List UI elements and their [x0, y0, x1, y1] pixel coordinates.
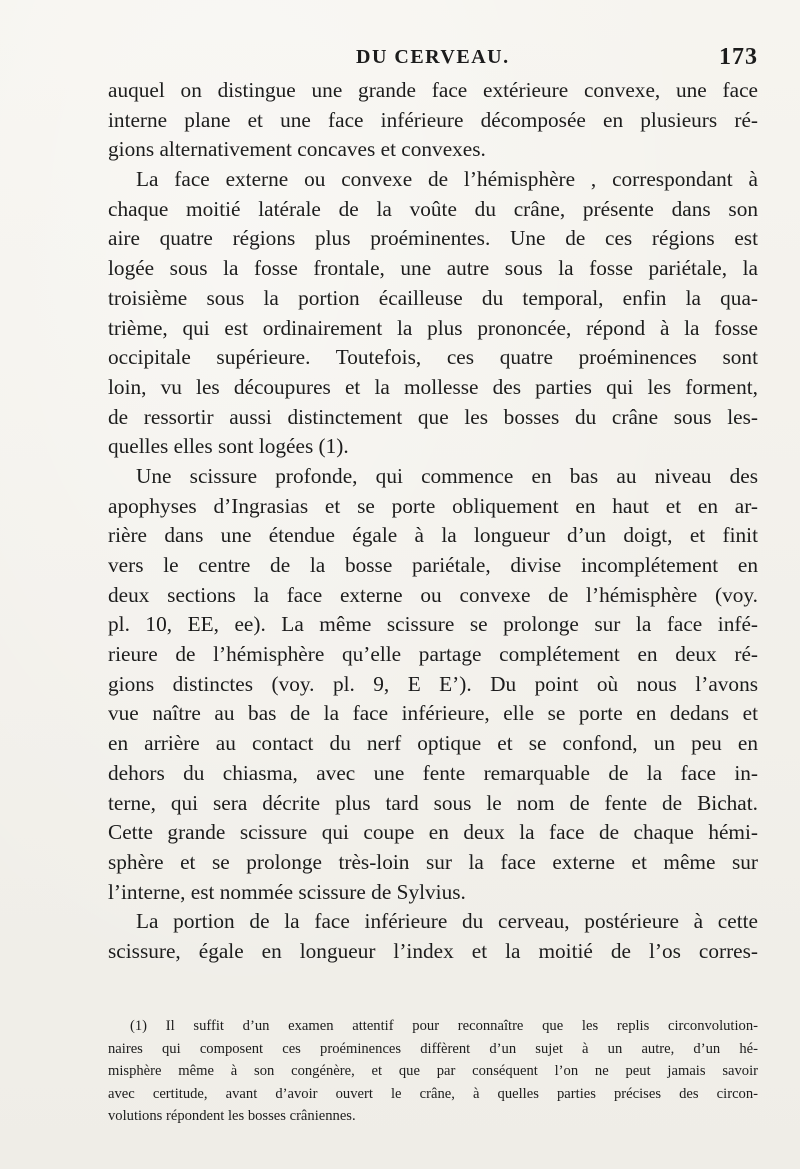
text-line: Cette grande scissure qui coupe en deux la face de chaque hémi-	[108, 820, 758, 845]
text-line: gions distinctes (voy. pl. 9, E E’). Du point où nous l’avons	[108, 671, 758, 696]
body-text	[108, 76, 758, 967]
text-line: vers le centre de la bosse pariétale, divise incomplétement en	[108, 553, 758, 577]
footnote-line: misphère même à son congénère, et que par conséquent l’on ne peut jamais savoir	[108, 1063, 758, 1079]
text-line: interne plane et une face inférieure décomposée en plusieurs ré-	[108, 107, 758, 132]
text-line: de ressortir aussi distinctement que les bosses du crâne sous les-	[108, 404, 758, 429]
text-line: deux sections la face externe ou convexe de l’hémisphère (voy.	[108, 582, 758, 607]
text-line: auquel on distingue une grande face extérieure convexe, une face	[108, 78, 758, 102]
text-line: loin, vu les découpures et la mollesse des parties qui les forment,	[108, 374, 758, 399]
text-line: vue naître au bas de la face inférieure, elle se porte en dedans et	[108, 701, 758, 726]
text-line: occipitale supérieure. Toutefois, ces quatre proéminences sont	[108, 345, 758, 370]
text-line: trième, qui est ordinairement la plus prononcée, répond à la fosse	[108, 315, 758, 340]
text-line: l’interne, est nommée scissure de Sylvius.	[108, 879, 466, 904]
footnote-line: avec certitude, avant d’avoir ouvert le crâne, à quelles parties précises des circon-	[108, 1085, 758, 1102]
text-line: scissure, égale en longueur l’index et la moitié de l’os corres-	[108, 938, 758, 963]
text-line: gions alternativement concaves et convexes.	[108, 137, 486, 162]
text-line: aire quatre régions plus proéminentes. Une de ces régions est	[108, 226, 758, 251]
text-line: La face externe ou convexe de l’hémisphère , correspondant à	[136, 167, 758, 192]
text-line: chaque moitié latérale de la voûte du crâne, présente dans son	[108, 196, 758, 221]
footnote-line: (1) Il suffit d’un examen attentif pour reconnaître que les replis circonvolution-	[130, 1018, 758, 1034]
running-title: DU CERVEAU.	[356, 46, 510, 68]
text-line: La portion de la face inférieure du cerveau, postérieure à cette	[136, 909, 758, 934]
text-line: rieure de l’hémisphère qu’elle partage complétement en deux ré-	[108, 642, 758, 667]
text-line: dehors du chiasma, avec une fente remarquable de la face in-	[108, 760, 758, 785]
text-line: terne, qui sera décrite plus tard sous le nom de fente de Bichat.	[108, 790, 758, 815]
text-line: troisième sous la portion écailleuse du temporal, enfin la qua-	[108, 285, 758, 310]
text-line: logée sous la fosse frontale, une autre sous la fosse pariétale, la	[108, 256, 758, 281]
text-line: apophyses d’Ingrasias et se porte obliquement en haut et en ar-	[108, 493, 758, 518]
text-line: pl. 10, EE, ee). La même scissure se prolonge sur la face infé-	[108, 612, 758, 637]
running-head	[108, 46, 758, 74]
footnote	[108, 1015, 758, 1128]
text-line: Une scissure profonde, qui commence en bas au niveau des	[136, 463, 758, 488]
text-line: quelles elles sont logées (1).	[108, 434, 349, 459]
text-line: en arrière au contact du nerf optique et se confond, un peu en	[108, 731, 758, 756]
text-line: rière dans une étendue égale à la longueur d’un doigt, et finit	[108, 523, 758, 548]
footnote-line: volutions répondent les bosses crâniennes.	[108, 1108, 356, 1124]
footnote-line: naires qui composent ces proéminences diffèrent d’un sujet à un autre, d’un hé-	[108, 1040, 758, 1057]
page-number: 173	[719, 44, 758, 70]
text-line: sphère et se prolonge très-loin sur la face externe et même sur	[108, 849, 758, 874]
